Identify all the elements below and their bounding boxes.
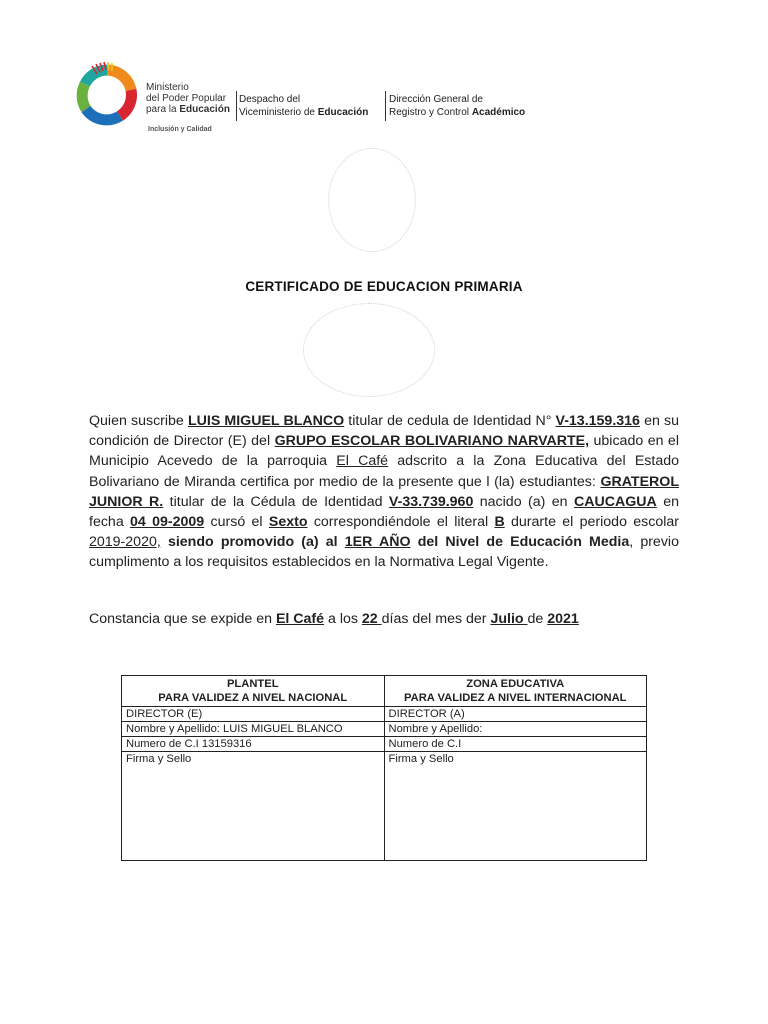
- closing-year: 2021: [547, 611, 579, 627]
- director-name: LUIS MIGUEL BLANCO: [187, 413, 345, 429]
- education-level: del Nivel de Educación Media: [417, 534, 630, 551]
- closing-statement: Constancia que se expide en El Café a los 22 días del mes der Julio de 2021: [89, 611, 579, 627]
- left-ci-cell: Numero de C.I 13159316: [122, 737, 385, 752]
- ministry-logo: [72, 60, 142, 130]
- table-row: [122, 737, 647, 752]
- right-name-cell: Nombre y Apellido:: [384, 722, 647, 737]
- birthdate: 04 09-2009: [130, 514, 205, 531]
- grade: Sexto: [268, 514, 308, 531]
- zona-educativa-header: ZONA EDUCATIVA PARA VALIDEZ A NIVEL INTERNACIONAL: [384, 676, 647, 707]
- left-director-cell: DIRECTOR (E): [122, 707, 385, 722]
- right-signature-cell: Firma y Sello: [384, 752, 647, 861]
- table-header-row: [122, 676, 647, 707]
- table-row: [122, 707, 647, 722]
- promotion-text: siendo promovido (a) al: [167, 534, 338, 551]
- table-row: [122, 722, 647, 737]
- despacho-text: Despacho del Viceministerio de Educación: [239, 94, 369, 118]
- literal: B: [494, 514, 505, 531]
- student-name: GRATEROL JUNIOR R.: [89, 473, 679, 510]
- left-name-cell: Nombre y Apellido: LUIS MIGUEL BLANCO: [122, 722, 385, 737]
- faint-seal-mark: [303, 303, 435, 397]
- ministry-tagline: Inclusión y Calidad: [148, 126, 212, 133]
- letterhead: [72, 60, 552, 140]
- school-period: 2019-2020,: [89, 534, 161, 551]
- plantel-header: PLANTEL PARA VALIDEZ A NIVEL NACIONAL: [122, 676, 385, 707]
- closing-place: El Café: [275, 611, 325, 627]
- faint-seal-mark: [328, 148, 416, 252]
- closing-day: 22: [361, 611, 382, 627]
- left-signature-cell: Firma y Sello: [122, 752, 385, 861]
- birthplace: CAUCAGUA: [574, 493, 657, 510]
- parish: El Café: [336, 453, 389, 470]
- header-divider: [385, 91, 386, 121]
- student-id: V-33.739.960: [388, 493, 474, 510]
- ministry-name: Ministerio del Poder Popular para la Educación: [146, 82, 230, 115]
- certificate-title: CERTIFICADO DE EDUCACION PRIMARIA: [245, 279, 523, 294]
- direccion-text: Dirección General de Registro y Control Académico: [389, 94, 526, 118]
- closing-month: Julio: [490, 611, 528, 627]
- certificate-body: Quien suscribe LUIS MIGUEL BLANCO titular de cedula de Identidad N° V-13.159.316 en su condición de Director (E) del GRUPO ESCOLAR BOLIVARIANO NARVARTE, ubicado en el Municipio Acevedo de la parroquia El Café adscrito a la Zona Educativa del Estado Bolivariano de Miranda certifica por medio de la presente que l (la) estudiantes: GRATEROL JUNIOR R. titular de la Cédula de Identidad V-33.739.960 nacido (a) en CAUCAGUA en fecha 04 09-2009 cursó el Sexto correspondiéndole el literal B durarte el periodo escolar 2019-2020, siendo promovido (a) al 1ER AÑO del Nivel de Educación Media, previo cumplimento a los requisitos establecidos en la Normativa Legal Vigente.: [89, 413, 680, 571]
- signature-table: [121, 675, 647, 861]
- right-director-cell: DIRECTOR (A): [384, 707, 647, 722]
- header-divider: [236, 91, 237, 121]
- right-ci-cell: Numero de C.I: [384, 737, 647, 752]
- next-grade: 1ER AÑO: [344, 534, 411, 551]
- table-row: [122, 752, 647, 861]
- school-name: GRUPO ESCOLAR BOLIVARIANO NARVARTE,: [274, 433, 590, 450]
- director-id: V-13.159.316: [555, 413, 640, 429]
